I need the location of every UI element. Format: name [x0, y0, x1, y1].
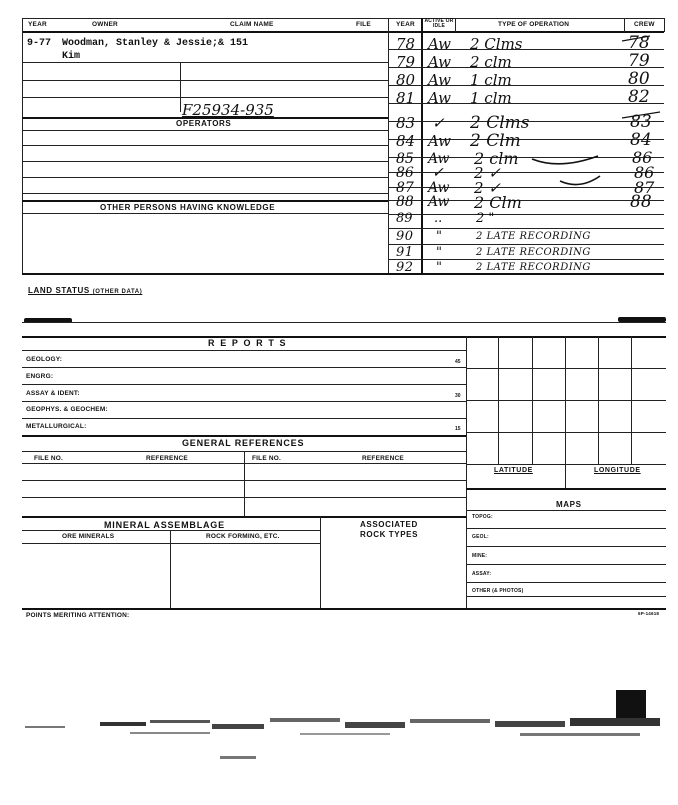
op-status: Aw: [428, 132, 451, 150]
latitude-label: LATITUDE: [494, 467, 533, 474]
header-year-2: YEAR: [396, 21, 415, 28]
map-item: OTHER (& PHOTOS): [472, 588, 524, 594]
op-type: 2 LATE RECORDING: [476, 231, 591, 242]
header-crew: CREW: [634, 21, 655, 28]
op-year: 87: [396, 180, 414, 196]
rock-forming-label: ROCK FORMING, ETC.: [206, 533, 280, 540]
op-type: 2 Clms: [470, 35, 523, 53]
op-year: 80: [396, 71, 416, 89]
op-crew: 86: [632, 148, 653, 167]
map-item: GEOL:: [472, 534, 489, 540]
land-status-label: LAND STATUS: [28, 286, 90, 295]
associated-rock-types-line-2: ROCK TYPES: [360, 530, 419, 539]
report-num: 15: [455, 426, 461, 432]
associated-rock-types-line-1: ASSOCIATED: [360, 520, 418, 529]
op-year: 79: [396, 53, 416, 71]
op-year: 89: [396, 211, 413, 226]
reports-title: R E P O R T S: [208, 338, 288, 348]
map-item: TOPOG:: [472, 514, 493, 520]
op-crew: 84: [630, 130, 652, 150]
op-type: 2 ": [476, 211, 495, 226]
map-item: MINE:: [472, 553, 488, 559]
header-file: FILE: [356, 21, 371, 28]
op-status: ": [436, 245, 443, 260]
op-status: ": [436, 260, 443, 275]
operators-title: OPERATORS: [176, 119, 232, 128]
op-type: 2 LATE RECORDING: [476, 247, 591, 258]
op-crew: 80: [628, 69, 650, 89]
op-type: 2 ✓: [474, 164, 501, 182]
file-number: F25934-935: [182, 101, 274, 119]
op-status: ✓: [432, 114, 445, 132]
op-type: 2 clm: [474, 149, 519, 168]
header-type-of-operation: TYPE OF OPERATION: [498, 21, 570, 28]
report-num: 45: [455, 359, 461, 365]
op-status: Aw: [428, 35, 451, 53]
op-type: 2 Clms: [470, 113, 530, 133]
op-crew: 88: [630, 192, 652, 212]
op-crew: 83: [630, 112, 652, 132]
op-type: 2 Clm: [470, 131, 521, 151]
op-type: 1 clm: [470, 89, 512, 107]
genref-col-file-no: FILE NO.: [34, 455, 64, 462]
op-crew: 86: [634, 163, 655, 182]
form-number: 6P-14618: [638, 611, 660, 616]
op-year: 90: [396, 229, 414, 244]
report-label: ENGRG:: [26, 373, 54, 380]
op-status: Aw: [428, 194, 450, 210]
longitude-label: LONGITUDE: [594, 467, 641, 474]
op-type: 2 clm: [470, 53, 512, 71]
header-owner: OWNER: [92, 21, 118, 28]
header-claim-name: CLAIM NAME: [230, 21, 274, 28]
report-num: 30: [455, 393, 461, 399]
op-crew: 79: [628, 51, 650, 71]
op-year: 84: [396, 132, 416, 150]
op-type: 2 Clm: [474, 193, 522, 212]
land-status-sub: (OTHER DATA): [92, 289, 143, 295]
op-crew: 87: [634, 178, 655, 197]
header-year: YEAR: [28, 21, 47, 28]
op-year: 78: [396, 35, 416, 53]
op-status: Aw: [428, 71, 451, 89]
points-meriting-attention: POINTS MERITING ATTENTION:: [26, 612, 130, 619]
op-type: 1 clm: [470, 71, 512, 89]
op-type: 2 LATE RECORDING: [476, 262, 591, 273]
op-year: 88: [396, 194, 414, 210]
op-year: 86: [396, 165, 414, 181]
op-status: Aw: [428, 180, 450, 196]
op-status: Aw: [428, 151, 450, 167]
genref-col-file-no-2: FILE NO.: [252, 455, 282, 462]
genref-col-reference-2: REFERENCE: [362, 455, 404, 462]
report-label: METALLURGICAL:: [26, 423, 87, 430]
op-year: 92: [396, 260, 414, 275]
op-crew: 82: [628, 87, 650, 107]
op-year: 85: [396, 151, 414, 167]
op-status: ..: [434, 211, 443, 226]
op-year: 81: [396, 89, 416, 107]
general-references-title: GENERAL REFERENCES: [182, 438, 305, 448]
other-persons-title: OTHER PERSONS HAVING KNOWLEDGE: [100, 203, 276, 212]
owner-name-line-1: Woodman, Stanley & Jessie;& 151: [62, 38, 249, 49]
maps-title: MAPS: [556, 500, 582, 509]
op-crew: 78: [628, 33, 650, 53]
owner-name-line-2: Kim: [62, 51, 81, 62]
ore-minerals-label: ORE MINERALS: [62, 533, 115, 540]
op-year: 83: [396, 114, 416, 132]
report-label: GEOPHYS. & GEOCHEM:: [26, 406, 108, 413]
genref-col-reference: REFERENCE: [146, 455, 188, 462]
header-active-idle: ACTIVE OR IDLE: [424, 18, 454, 29]
op-year: 91: [396, 245, 414, 260]
op-status: Aw: [428, 89, 451, 107]
op-status: ✓: [432, 165, 444, 181]
op-status: ": [436, 229, 443, 244]
owner-year: 9-77: [27, 38, 52, 49]
report-label: GEOLOGY:: [26, 356, 63, 363]
map-item: ASSAY:: [472, 571, 492, 577]
mineral-assemblage-title: MINERAL ASSEMBLAGE: [104, 520, 225, 530]
report-label: ASSAY & IDENT:: [26, 390, 80, 397]
op-status: Aw: [428, 53, 451, 71]
op-type: 2 ✓: [474, 179, 501, 197]
